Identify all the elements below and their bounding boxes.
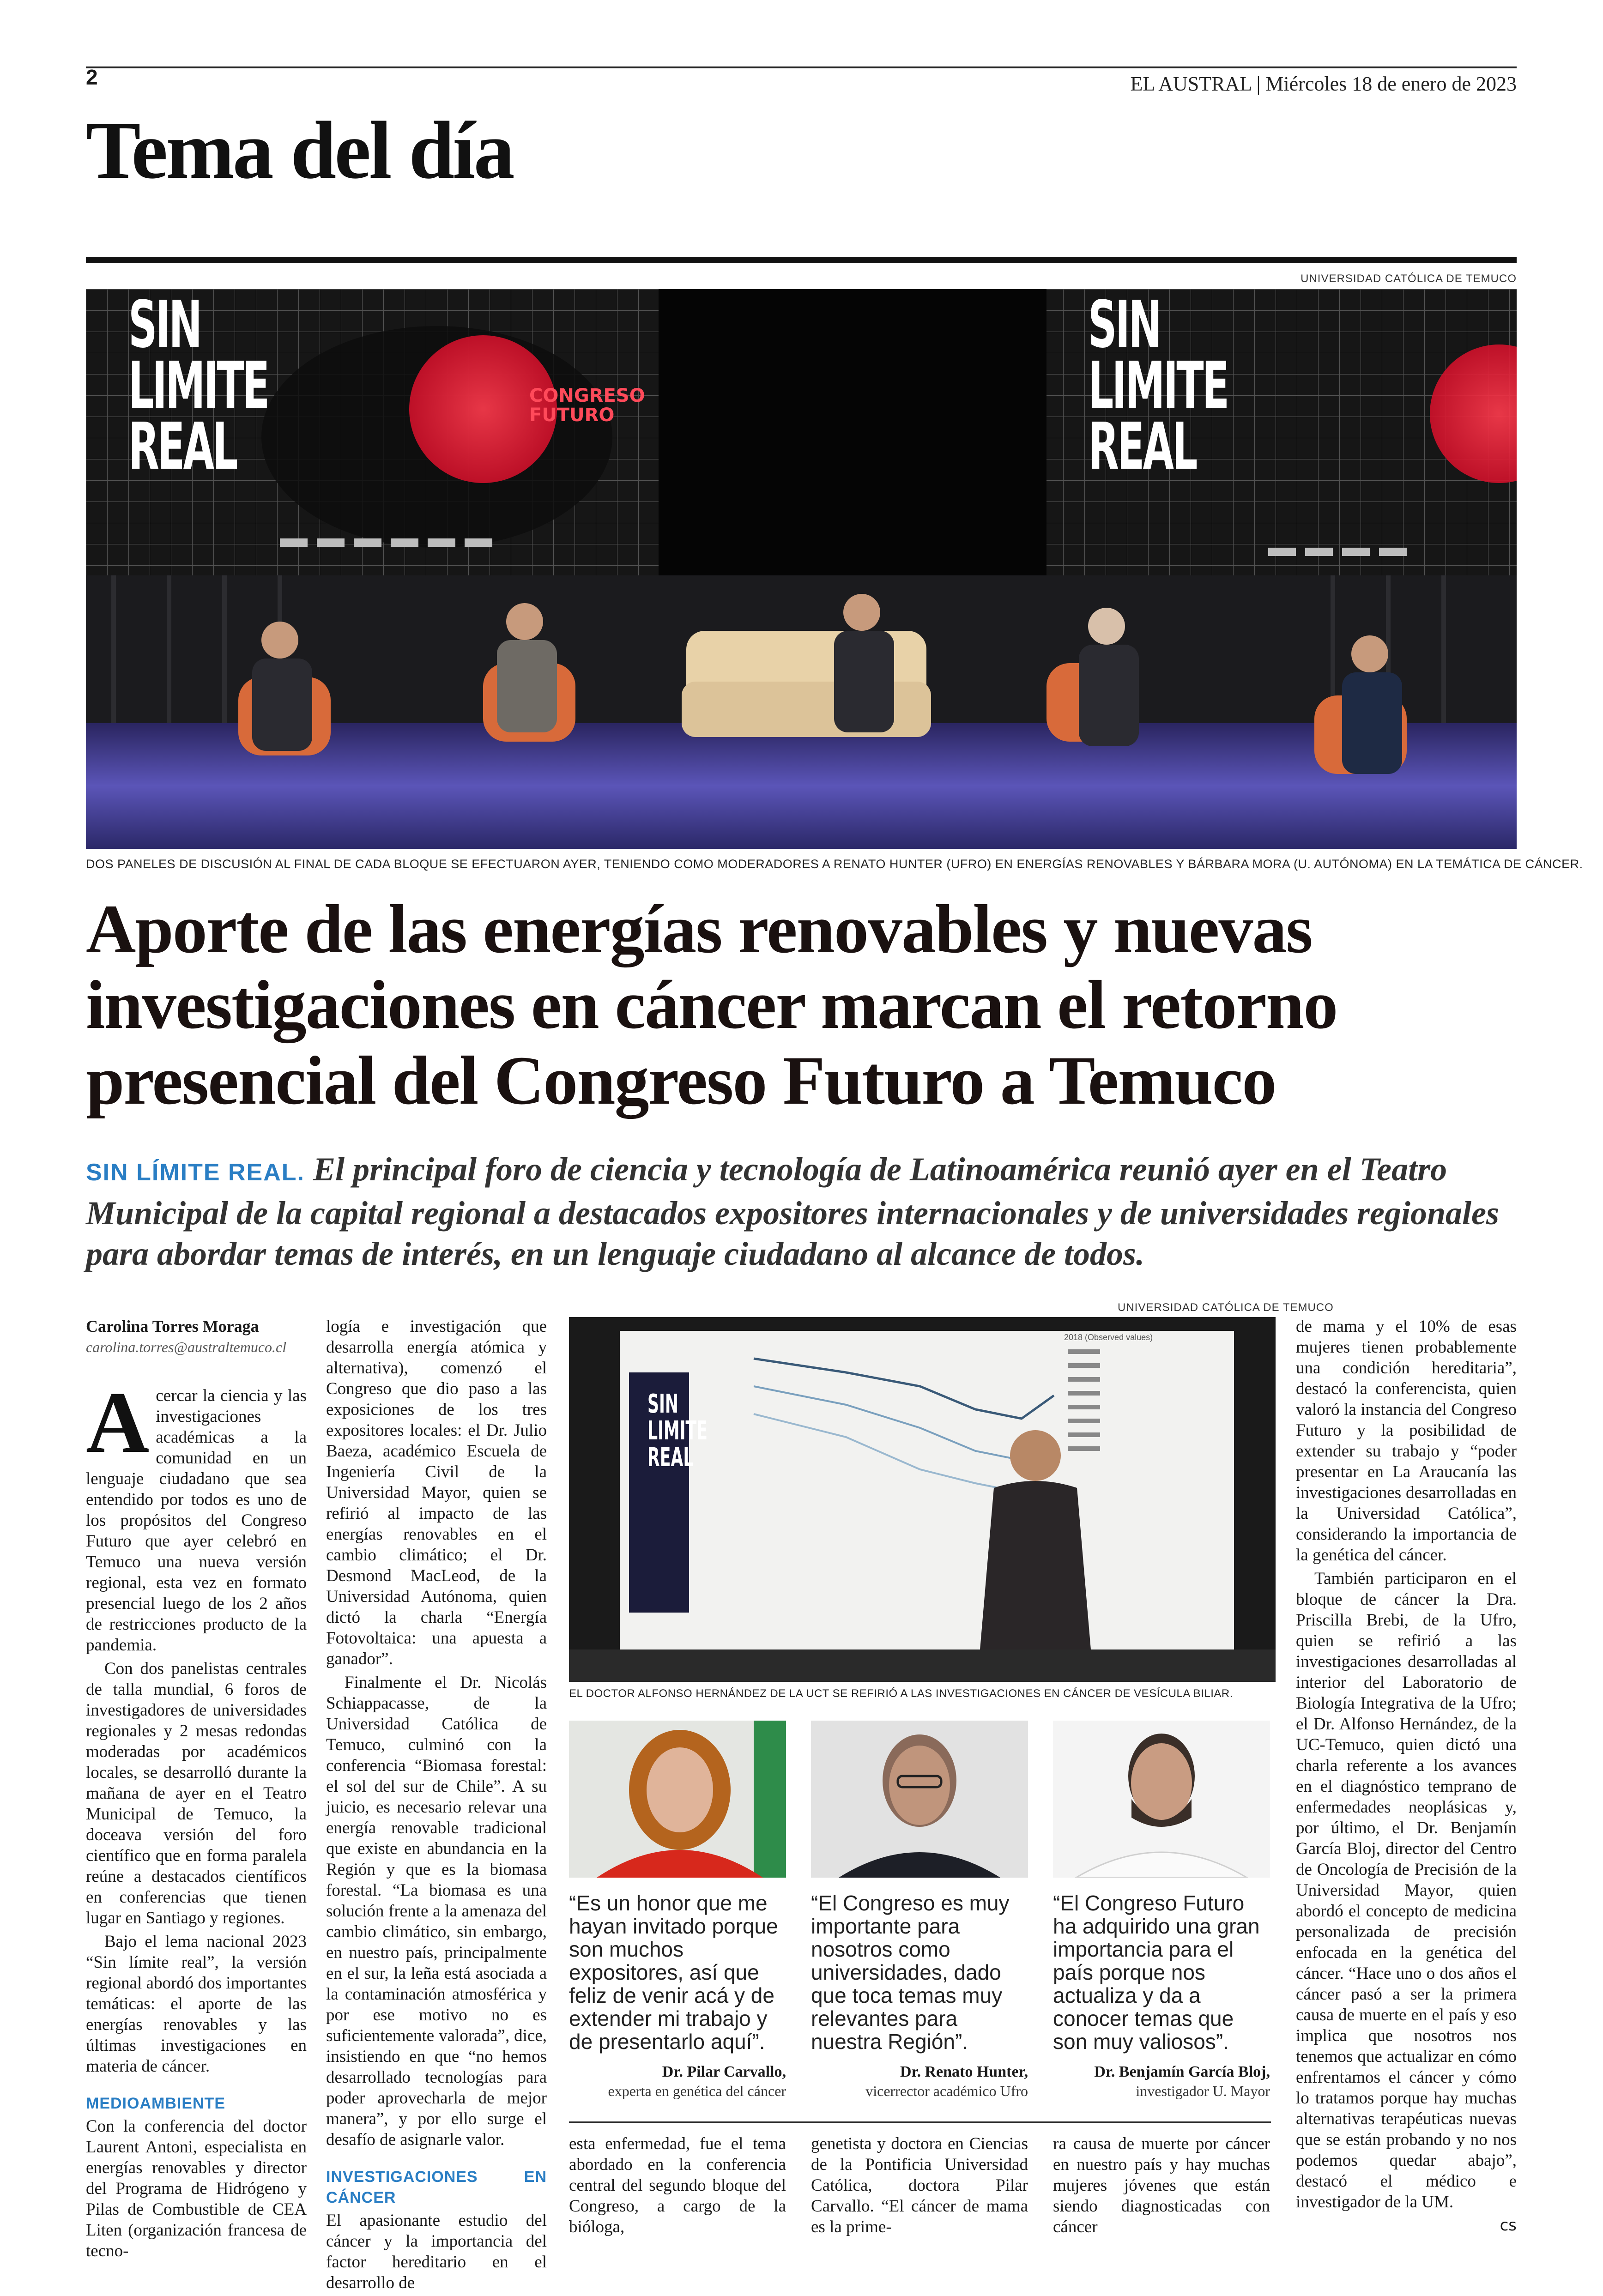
paragraph: esta enfermedad, fue el tema abordado en la conferencia central del segundo bloque del Congreso, a cargo de la bióloga,: [569, 2134, 786, 2236]
main-photo-credit: UNIVERSIDAD CATÓLICA DE TEMUCO: [1301, 272, 1517, 285]
portrait-carvallo-illustration: [569, 1721, 786, 1878]
author-email: carolina.torres@australtemuco.cl: [86, 1339, 287, 1355]
quote-garcia-role: investigador U. Mayor: [1136, 2083, 1270, 2099]
slide-chart-title: 2018 (Observed values): [1064, 1333, 1153, 1342]
main-photo-caption: DOS PANELES DE DISCUSIÓN AL FINAL DE CADA BLOQUE SE EFECTUARON AYER, TENIENDO COMO MODERADORES A RENATO HUNTER (UFRO) EN ENERGÍAS RENOVABLES Y BÁRBARA MORA (U. AUTÓNOMA) EN LA TEMÁTICA DE CÁNCER.: [86, 857, 1583, 871]
paragraph: de mama y el 10% de esas mujeres tienen probablemente una condición hereditaria”, destacó la conferencista, quien valoró la instancia del Congreso Futuro y la posibilidad de extender su trabajo y “poder presentar en La Araucanía las investigaciones desarrolladas en la Universidad Católica”, considerando la importancia de la genética del cáncer.: [1296, 1317, 1517, 1565]
second-photo-credit: UNIVERSIDAD CATÓLICA DE TEMUCO: [1118, 1301, 1334, 1314]
subhead-cancer: INVESTIGACIONES EN CÁNCER: [326, 2168, 547, 2206]
headline: Aporte de las energías renovables y nuevas investigaciones en cáncer marcan el retorno presencial del Congreso Futuro a Temuco: [86, 891, 1337, 1119]
quote-hunter: “El Congreso es muy importante para nosotros como universidades, dado que toca temas muy relevantes para nuestra Región”.: [811, 1891, 1010, 2054]
speaker-illustration: [569, 1317, 1276, 1682]
paragraph: Con la conferencia del doctor Laurent Antoni, especialista en energías renovables y director del Programa de Hidrógeno y Pilas de Combustible de CEA Liten (organización francesa de tecno-: [86, 2117, 307, 2260]
column-4: [811, 2133, 1028, 2240]
quote-hunter-name: Dr. Renato Hunter,: [900, 2063, 1028, 2080]
subhead-medioambiente: MEDIOAMBIENTE: [86, 2095, 225, 2112]
paragraph: Con dos panelistas centrales de talla mundial, 6 foros de investigadores de universidades regionales y 2 mesas redondas moderadas por académicos locales, se desarrolló durante la mañana de ayer en el Teatro Municipal de Temuco, la doceava versión del foro científico que en forma paralela reúne a destacados científicos en conferencias que tienen lugar en Santiago y regiones.: [86, 1659, 307, 1927]
portrait-garcia-illustration: [1053, 1721, 1270, 1878]
section-title: Tema del día: [86, 104, 513, 196]
page-number: 2: [86, 65, 98, 89]
main-photo: [86, 289, 1517, 849]
portrait-carvallo: [569, 1721, 786, 1878]
paragraph: logía e investigación que desarrolla energía atómica y alternativa), comenzó el Congreso que dio paso a las exposiciones de los tres expositores locales: el Dr. Julio Baeza, académico Escuela de Ingeniería Civil de la Universidad Mayor, quien se refirió al impacto de las energías renovables en el cambio climático; el Dr. Desmond MacLeod, de la Universidad Autónoma, quien dictó la charla “Energía Fotovoltaica: una apuesta a ganador”.: [326, 1317, 547, 1668]
quote-carvallo-role: experta en genética del cáncer: [608, 2083, 786, 2099]
portrait-garcia: [1053, 1721, 1270, 1878]
author-name: Carolina Torres Moraga: [86, 1317, 259, 1335]
paragraph: Acercar la ciencia y las investigaciones académicas a la comunidad en un lenguaje ciudadano que sea entendido por todos es uno de los propósitos del Congreso Futuro que ayer celebró en Temuco una nueva versión regional, esta vez en formato presencial luego de los 2 años de restricciones producto de la pandemia.: [86, 1374, 307, 1655]
masthead: EL AUSTRAL | Miércoles 18 de enero de 2023: [1130, 73, 1517, 95]
stage-illustration: [86, 289, 1517, 849]
quote-carvallo-name: Dr. Pilar Carvallo,: [662, 2063, 786, 2080]
column-3: [569, 2133, 786, 2240]
column-2: [326, 1316, 547, 2296]
second-photo-caption: EL DOCTOR ALFONSO HERNÁNDEZ DE LA UCT SE REFIRIÓ A LAS INVESTIGACIONES EN CÁNCER DE VESÍCULA BILIAR.: [569, 1687, 1233, 1700]
screen-right-text: SIN LIMITE REAL: [1088, 289, 1228, 484]
end-mark: cs: [1500, 2216, 1517, 2235]
section-rule: [86, 257, 1517, 263]
second-photo: [569, 1317, 1276, 1682]
deck: [86, 1149, 1517, 1274]
paragraph: El apasionante estudio del cáncer y la importancia del factor hereditario en el desarrollo de: [326, 2211, 547, 2292]
column-5: [1053, 2133, 1270, 2240]
paragraph: ra causa de muerte por cáncer en nuestro país y hay muchas mujeres jóvenes que están siendo diagnosticadas con cáncer: [1053, 2134, 1270, 2236]
slide-logo-text: SIN LIMITE REAL: [647, 1389, 708, 1473]
quote-carvallo: “Es un honor que me hayan invitado porque son muchos expositores, así que feliz de venir acá y de extender mi trabajo y de presentarlo aquí”.: [569, 1891, 778, 2054]
quote-garcia-name: Dr. Benjamín García Bloj,: [1094, 2063, 1270, 2080]
deck-text: El principal foro de ciencia y tecnología de Latinoamérica reunió ayer en el Teatro Municipal de la capital regional a destacados expositores internacionales y de universidades regionales para abordar temas de interés, en un lenguaje ciudadano al alcance de todos.: [86, 1151, 1499, 1272]
portrait-hunter: [811, 1721, 1028, 1878]
quote-garcia: “El Congreso Futuro ha adquirido una gran importancia para el país porque nos actualiza y da a conocer temas que son muy valiosos”.: [1053, 1891, 1260, 2054]
quote-hunter-role: vicerrector académico Ufro: [865, 2083, 1028, 2099]
screen-center-logo: CONGRESO FUTURO: [529, 385, 645, 426]
quotes-bottom-rule: [569, 2121, 1271, 2123]
portrait-hunter-illustration: [811, 1721, 1028, 1878]
screen-left-text: SIN LIMITE REAL: [128, 289, 268, 484]
top-rule: [86, 66, 1517, 68]
drop-cap: A: [86, 1374, 150, 1471]
paragraph: Finalmente el Dr. Nicolás Schiappacasse, de la Universidad Católica de Temuco, culminó con la conferencia “Biomasa forestal: el sol del sur de Chile”. A su juicio, es necesario relevar una energía renovable tradicional que existe en abundancia en la Región y que es la biomasa forestal. “La biomasa es una solución frente a la amenaza del cambio climático, sin embargo, en nuestro país, principalmente en el sur, la leña está asociada a la contaminación atmosférica y por ese motivo no es suficientemente valorada”, dice, insistiendo en que “no hemos desarrollado tecnologías para poder aprovecharla de mejor manera”, y por ello surge el desafío de asignarle valor.: [326, 1673, 547, 2149]
paragraph: Bajo el lema nacional 2023 “Sin límite real”, la versión regional abordó dos importantes temáticas: el aporte de las energías renovables y las últimas investigaciones en materia de cáncer.: [86, 1932, 307, 2076]
column-1: [86, 1316, 307, 2264]
paragraph: También participaron en el bloque de cáncer la Dra. Priscilla Brebi, de la Ufro, quien se refirió a las investigaciones desarrolladas al interior del Laboratorio de Biología Integrativa de la Ufro; el Dr. Alfonso Hernández, de la UC-Temuco, quien dictó una charla referente a los avances en el diagnóstico temprano de enfermedades neoplásicas y, por último, el Dr. Benjamín García Bloj, director del Centro de Oncología de Precisión de la Universidad Mayor, quien abordó el concepto de medicina personalizada de precisión enfocada en la genética del cáncer. “Hace uno o dos años el cáncer pasó a ser la primera causa de muerte en el país y eso implica que nosotros nos tenemos que actualizar en cómo enfrentamos el cáncer y cómo lo tratamos porque hay muchas alternativas terapéuticas nuevas que se están probando y no nos podemos quedar abajo”, destacó el médico e investigador de la UM.: [1296, 1569, 1517, 2211]
kicker: SIN LÍMITE REAL.: [86, 1159, 305, 1186]
paragraph: genetista y doctora en Ciencias de la Pontificia Universidad Católica, doctora Pilar Carvallo. “El cáncer de mama es la prime-: [811, 2134, 1028, 2236]
column-6: [1296, 1316, 1517, 2236]
